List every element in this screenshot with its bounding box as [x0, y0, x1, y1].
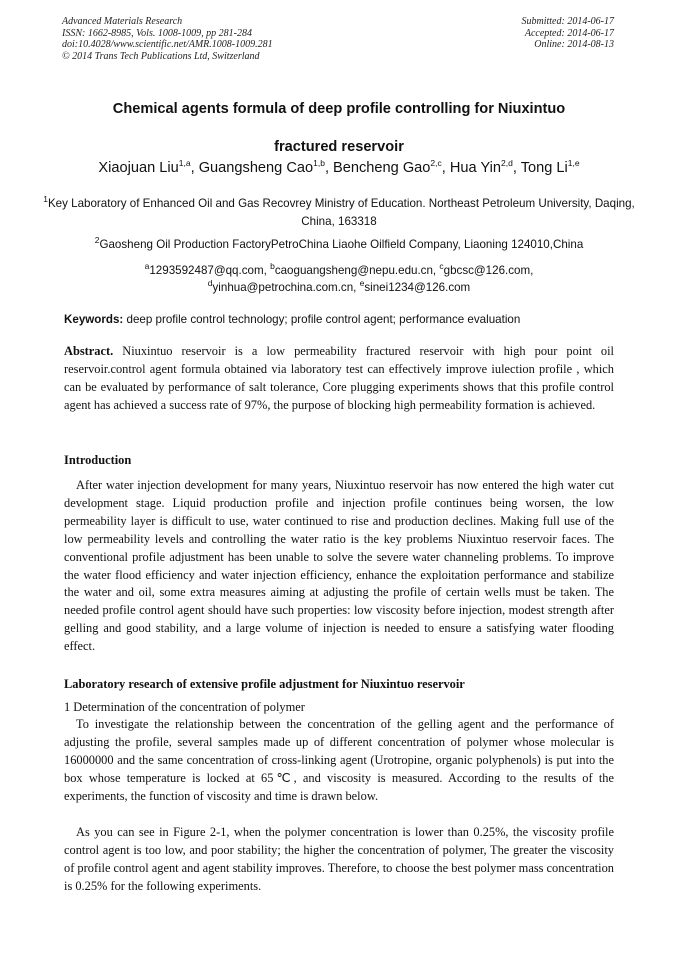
author-sup: 1,b [313, 158, 325, 169]
doi-line: doi:10.4028/www.scientific.net/AMR.1008-1009.281 [62, 39, 273, 50]
email-sup: c [439, 261, 444, 272]
journal-info [62, 16, 273, 62]
affiliation-2 [40, 236, 638, 254]
author-name: Xiaojuan Liu [98, 160, 179, 176]
section-heading-introduction: Introduction [64, 453, 132, 467]
lab-paragraph-1: To investigate the relationship between the concentration of the gelling agent and the performance of adjusting the profile, several samples made up of different concentration of polymer whose molecular is 16000000 and the same concentration of cross-linking agent (Urotropine, organic polyphenols) is put into the box whose temperature is locked at 65℃, and viscosity is measured. According to the results of the experiments, the function of viscosity and time is drawn below. [64, 717, 614, 803]
email-address[interactable]: gbcsc@126.com, [443, 264, 534, 277]
introduction-paragraph: After water injection development for many years, Niuxintuo reservoir has now entered the high water cut development stage. Liquid production profile and injection profile continues being worsen, the low permeability layer is difficult to use, water continued to rise and production declines. Making full use of the low permeability levels and controlling the water ratio is the key problems Niuxintuo reservoir faces. The conventional profile adjustment has been unable to solve the severe water channeling problems. To improve the water flood efficiency and water injection efficiency, enhance the exploitation performance and stabilize the water and oil, some extra measures aiming at adjusting the profile of certain wells must be taken. The needed profile control agent should have such properties: low viscosity before injection, modest strength after gelling and good stability, and a large volume of injection is needed to ensure a satisfying water flooding effect. [64, 478, 614, 654]
dates-info [522, 16, 615, 51]
affiliation-text: Gaosheng Oil Production FactoryPetroChina Liaohe Oilfield Company, Liaoning 124010,China [99, 238, 584, 251]
lab-paragraph-2: As you can see in Figure 2-1, when the polymer concentration is lower than 0.25%, the viscosity profile control agent is too low, and poor stability; the higher the concentration of polymer, The greater the viscosity of profile control agent and agent stability improves. Therefore, to choose the best polymer mass concentration is 0.25% for the following experiments. [64, 825, 614, 893]
affiliation-sup: 1 [43, 194, 48, 205]
journal-name: Advanced Materials Research [62, 16, 183, 27]
email-sup: d [207, 278, 213, 289]
affiliation-text: Key Laboratory of Enhanced Oil and Gas Recovrey Ministry of Education. Northeast Petroleum University, Daqing, China, 163318 [47, 197, 635, 228]
issn-line: ISSN: 1662-8985, Vols. 1008-1009, pp 281-284 [62, 27, 252, 39]
email-sup: b [270, 261, 275, 272]
author-sep: , [190, 160, 199, 176]
keywords-label: Keywords: [64, 313, 124, 326]
subsection-heading: 1 Determination of the concentration of polymer [64, 700, 305, 714]
email-line-1 [40, 262, 638, 279]
email-address[interactable]: yinhua@petrochina.com.cn, [212, 281, 360, 294]
abstract-label: Abstract. [64, 344, 114, 358]
title-line-2: fractured reservoir [274, 139, 404, 155]
author-sup: 2,d [501, 158, 513, 169]
author-sup: 1,e [567, 158, 580, 169]
email-address[interactable]: caoguangsheng@nepu.edu.cn, [274, 264, 440, 277]
affiliation-1 [40, 195, 638, 231]
online-date: Online: 2014-08-13 [534, 39, 614, 50]
author-sep: , [512, 160, 521, 176]
author-sep: , [441, 160, 450, 176]
keywords-text: deep profile control technology; profile control agent; performance evaluation [123, 313, 521, 326]
author-name: Tong Li [520, 160, 568, 176]
author-name: Hua Yin [449, 160, 501, 176]
submitted-date: Submitted: 2014-06-17 [521, 16, 614, 27]
accepted-date: Accepted: 2014-06-17 [524, 27, 614, 39]
title-line-1: Chemical agents formula of deep profile controlling for Niuxintuo [112, 101, 566, 117]
email-sup: a [144, 261, 150, 272]
affiliation-sup: 2 [94, 235, 100, 246]
copyright-line: © 2014 Trans Tech Publications Ltd, Switzerland [62, 50, 260, 62]
email-address[interactable]: 1293592487@qq.com, [149, 264, 271, 277]
abstract-text: Niuxintuo reservoir is a low permeability fractured reservoir with high pour point oil reservoir.control agent formula obtained via laboratory test can effectively improve iulection profile , which can be evaluated by performance of salt tolerance, Core plugging experiments shows that this profile control agent has achieved a success rate of 97%, the purpose of blocking high permeability formation is achieved. [64, 344, 614, 412]
keywords [64, 312, 618, 328]
author-name: Bencheng Gao [333, 160, 431, 176]
author-sup: 1,a [178, 158, 191, 169]
author-name: Guangsheng Cao [198, 160, 314, 176]
author-sep: , [324, 160, 334, 176]
author-sup: 2,c [430, 158, 442, 169]
email-line-2 [40, 279, 638, 296]
section-heading-lab: Laboratory research of extensive profile adjustment for Niuxintuo reservoir [64, 677, 465, 691]
email-address[interactable]: sinei1234@126.com [364, 281, 471, 294]
abstract [64, 343, 614, 415]
author-list [20, 157, 658, 179]
email-list [40, 262, 638, 296]
email-sup: e [359, 278, 365, 289]
